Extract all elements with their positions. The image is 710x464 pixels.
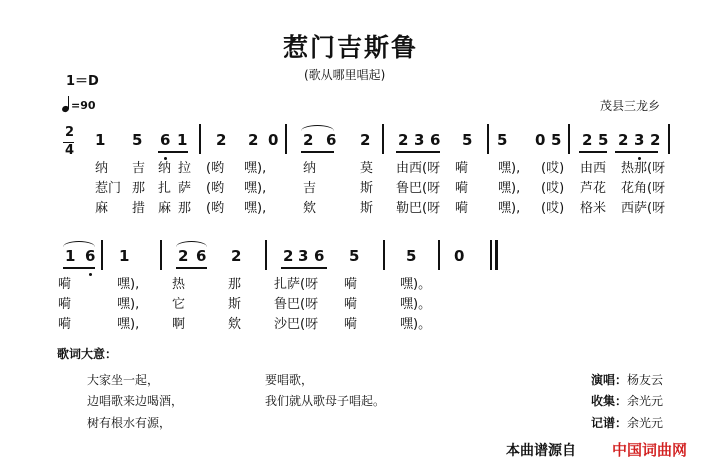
barline [668, 124, 670, 154]
note: 5 [598, 131, 609, 149]
lyric-word: 纳 [158, 161, 172, 176]
slur [301, 125, 334, 131]
subtitle: (歌从哪里唱起) [304, 68, 386, 82]
lyric-word: 拉 [178, 161, 192, 176]
note: 5 [497, 131, 508, 149]
source-label: 本曲谱源自 [506, 443, 576, 459]
lyric-word: 嗬 [455, 181, 469, 196]
meter-bottom: 4 [65, 143, 75, 158]
lyric-word: 芦花 [580, 181, 607, 196]
final-barline-thick [495, 240, 498, 270]
lyric-word: 鲁巴(呀 [274, 297, 319, 312]
lyric-word: (哟 [206, 161, 225, 176]
lyric-word: 嗬 [58, 277, 72, 292]
final-barline-thin [490, 240, 492, 270]
note: 0 [535, 131, 546, 149]
tempo-mark [62, 96, 102, 114]
barline [160, 240, 162, 270]
barline [383, 240, 385, 270]
lyric-word: 纳 [303, 161, 317, 176]
beam-underline [396, 151, 440, 153]
note: 5 [132, 131, 143, 149]
note: 2 [650, 131, 661, 149]
tempo-value: =90 [71, 99, 96, 112]
lyric-word: 嘿), [498, 201, 521, 216]
octave-dot [89, 273, 92, 276]
note: 1 [95, 131, 106, 149]
note: 1 [119, 247, 130, 265]
beam-underline [176, 267, 207, 269]
note: 6 [314, 247, 325, 265]
note: 2 [178, 247, 189, 265]
lyric-word: 莫 [360, 161, 374, 176]
site-name-link[interactable]: 中国词曲网 [612, 441, 688, 459]
barline [487, 124, 489, 154]
barline [265, 240, 267, 270]
barline [438, 240, 440, 270]
lyric-word: 嘿)。 [400, 297, 432, 312]
note: 0 [454, 247, 465, 265]
lyric-word: 嗬 [344, 317, 358, 332]
meter-top: 2 [65, 125, 75, 140]
meaning-left-1: 大家坐一起， [87, 373, 160, 387]
note: 6 [85, 247, 96, 265]
note: 5 [551, 131, 562, 149]
note: 2 [398, 131, 409, 149]
note: 6 [196, 247, 207, 265]
slur [176, 241, 207, 247]
barline [101, 240, 103, 270]
beam-underline [615, 151, 658, 153]
credit-notation [591, 414, 663, 431]
lyric-word: (哟 [206, 201, 225, 216]
credit-singer [591, 371, 663, 388]
region-label: 茂县三龙乡 [600, 99, 661, 113]
lyric-word: 嗬 [455, 201, 469, 216]
note: 6 [430, 131, 441, 149]
credit-notation-label: 记谱： [591, 416, 628, 430]
beam-underline [158, 151, 188, 153]
lyric-word: 措 [132, 201, 146, 216]
note: 3 [634, 131, 645, 149]
meaning-right-1: 要唱歌， [265, 373, 314, 387]
beam-underline [579, 151, 607, 153]
lyric-word: 萨 [178, 181, 192, 196]
credit-singer-value: 杨友云 [627, 373, 664, 387]
note: 5 [406, 247, 417, 265]
lyric-word: 那 [132, 181, 146, 196]
beam-underline [63, 267, 95, 269]
note: 3 [414, 131, 425, 149]
lyric-word: 嘿), [244, 201, 267, 216]
barline [285, 124, 287, 154]
lyric-word: 沙巴(呀 [274, 317, 319, 332]
lyric-word: (哎) [541, 181, 565, 196]
lyric-word: 嗬 [455, 161, 469, 176]
barline [199, 124, 201, 154]
note: 6 [326, 131, 337, 149]
meaning-left-3: 树有根水有源， [87, 416, 172, 430]
note: 2 [582, 131, 593, 149]
lyric-word: 嗬 [58, 317, 72, 332]
credit-collector [591, 392, 663, 409]
lyric-word: 嘿), [498, 161, 521, 176]
note: 5 [349, 247, 360, 265]
lyric-word: 西萨(呀 [621, 201, 666, 216]
lyric-word: 斯 [228, 297, 242, 312]
beam-underline [281, 267, 327, 269]
lyric-word: 嘿), [117, 317, 140, 332]
note: 3 [298, 247, 309, 265]
lyric-word: 勒巴(呀 [396, 201, 441, 216]
lyric-word: (哟 [206, 181, 225, 196]
lyric-word: 麻 [95, 201, 109, 216]
lyric-word: (哎) [541, 161, 565, 176]
note: 1 [65, 247, 76, 265]
lyric-word: 嘿), [117, 277, 140, 292]
lyric-word: 嗬 [58, 297, 72, 312]
lyric-word: 纳 [95, 161, 109, 176]
lyric-word: 嘿), [244, 181, 267, 196]
lyric-word: 嘿)。 [400, 317, 432, 332]
slur [63, 241, 95, 247]
meaning-heading: 歌词大意： [57, 347, 118, 361]
lyric-word: 嘿), [498, 181, 521, 196]
key-signature: 1＝D [66, 74, 99, 89]
lyric-word: 嘿), [244, 161, 267, 176]
credit-notation-value: 余光元 [627, 416, 664, 430]
lyric-word: 扎萨(呀 [274, 277, 319, 292]
lyric-word: 扎 [158, 181, 172, 196]
credit-singer-label: 演唱： [591, 373, 628, 387]
lyric-word: 那 [228, 277, 242, 292]
note: 2 [216, 131, 227, 149]
lyric-word: 它 [172, 297, 186, 312]
meaning-left-2: 边唱歌来边喝酒， [87, 394, 184, 408]
note: 1 [177, 131, 188, 149]
credit-collector-label: 收集： [591, 394, 628, 408]
lyric-word: 斯 [360, 181, 374, 196]
note: 0 [268, 131, 279, 149]
lyric-word: 吉 [303, 181, 317, 196]
lyric-word: 花角(呀 [621, 181, 666, 196]
note: 2 [283, 247, 294, 265]
lyric-word: 嘿)。 [400, 277, 432, 292]
lyric-word: 嘿), [117, 297, 140, 312]
note: 5 [462, 131, 473, 149]
lyric-word: 热 [172, 277, 186, 292]
note: 6 [160, 131, 171, 149]
lyric-word: (哎) [541, 201, 565, 216]
credit-collector-value: 余光元 [627, 394, 664, 408]
note: 2 [248, 131, 259, 149]
lyric-word: 由西 [580, 161, 607, 176]
lyric-word: 那 [178, 201, 192, 216]
lyric-word: 吉 [132, 161, 146, 176]
lyric-word: 斯 [360, 201, 374, 216]
meaning-right-2: 我们就从歌母子唱起。 [265, 394, 386, 408]
lyric-word: 热那(呀 [621, 161, 666, 176]
lyric-word: 嗬 [344, 297, 358, 312]
lyric-word: 啊 [172, 317, 186, 332]
note: 2 [231, 247, 242, 265]
note: 2 [360, 131, 371, 149]
lyric-word: 格米 [580, 201, 607, 216]
lyric-word: 欸 [303, 201, 317, 216]
page-title: 惹门吉斯鲁 [283, 33, 419, 62]
lyric-word: 由西(呀 [396, 161, 441, 176]
lyric-word: 欸 [228, 317, 242, 332]
lyric-word: 嗬 [344, 277, 358, 292]
beam-underline [301, 151, 334, 153]
lyric-word: 鲁巴(呀 [396, 181, 441, 196]
barline [382, 124, 384, 154]
lyric-word: 麻 [158, 201, 172, 216]
note: 2 [618, 131, 629, 149]
barline [568, 124, 570, 154]
note: 2 [303, 131, 314, 149]
lyric-word: 惹门 [95, 181, 122, 196]
